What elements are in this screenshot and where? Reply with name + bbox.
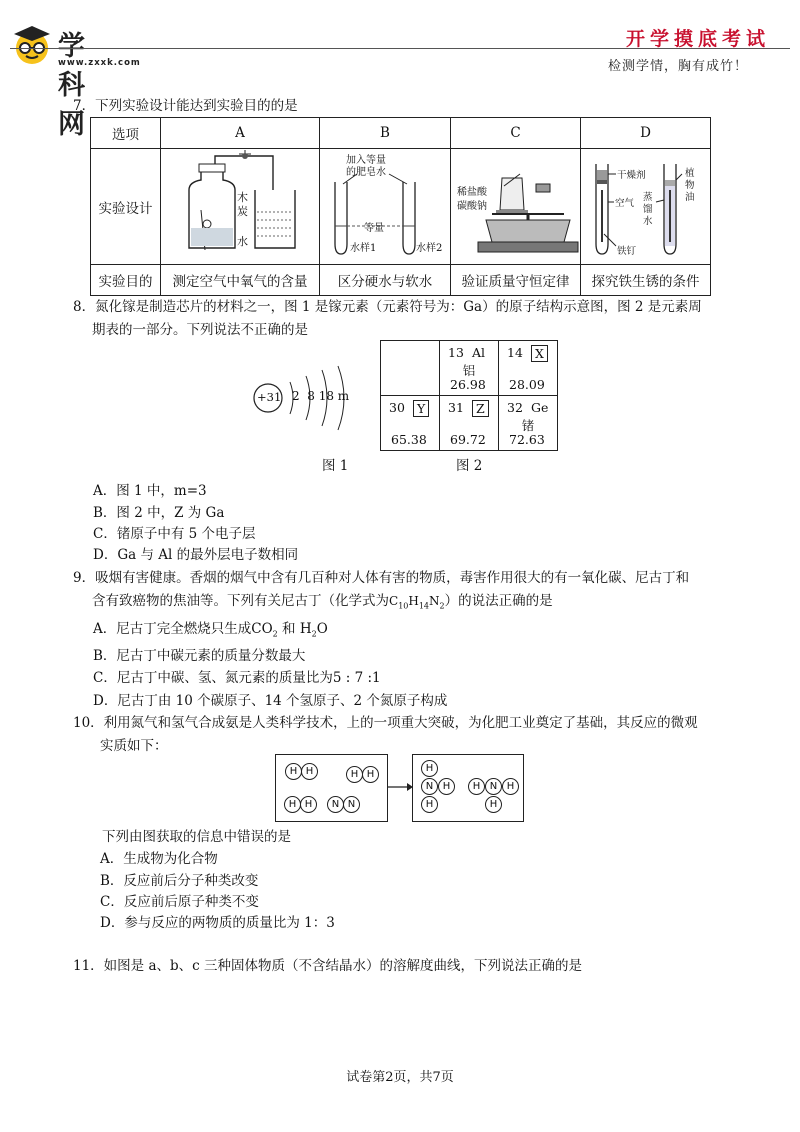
q7-stem: 7．下列实验设计能达到实验目的的是 <box>73 98 298 114</box>
q7-header-cell: D <box>581 118 711 149</box>
atom-h: H <box>362 766 379 783</box>
q7-table <box>90 117 711 296</box>
logo-text: 学科网 <box>58 31 86 140</box>
cell-number: 14 <box>507 345 523 360</box>
q8-stem-line1: 8．氮化镓是制造芯片的材料之一，图 1 是镓元素（元素符号为：Ga）的原子结构示意图，图 2 是元素周 <box>73 299 702 315</box>
exam-title: 开学摸底考试 <box>626 28 771 50</box>
fig-d-label: 物 <box>685 180 695 191</box>
fig-d-label: 铁钉 <box>617 246 637 257</box>
q7-header-cell: C <box>451 118 581 149</box>
q7-figure-c <box>451 149 581 265</box>
option-text: A．尼古丁完全燃烧只生成 <box>93 621 252 637</box>
pt-cell-z <box>440 396 499 451</box>
q9-stem-line2 <box>92 591 553 616</box>
q9-stem-text: ）的说法正确的是 <box>444 593 553 609</box>
pt-empty-cell <box>381 341 440 396</box>
atom-h: H <box>300 796 317 813</box>
cell-symbol: Al <box>472 345 486 360</box>
formula-subscript: 2 <box>272 629 278 639</box>
cell-number: 13 <box>448 345 464 360</box>
atom-h: H <box>468 778 485 795</box>
atom-h: H <box>284 796 301 813</box>
formula-element: CO <box>251 621 273 637</box>
q7-purpose-cell: 探究铁生锈的条件 <box>581 265 711 296</box>
formula-element: H <box>299 621 312 637</box>
atom-h: H <box>421 796 438 813</box>
cell-mass: 26.98 <box>450 377 486 392</box>
atom-h: H <box>346 766 363 783</box>
cell-name: 锗 <box>521 418 535 433</box>
fig-b-label: 水样2 <box>416 243 443 254</box>
q10-option: C．反应前后原子种类不变 <box>100 894 259 910</box>
q7-figure-d <box>581 149 711 265</box>
q7-figure-b <box>320 149 451 265</box>
reaction-diagram <box>275 754 525 824</box>
q10-stem-line1: 10．利用氮气和氢气合成氨是人类科学技术，上的一项重大突破，为化肥工业奠定了基础，其反应的微观 <box>73 715 698 731</box>
formula-element: O <box>316 621 328 637</box>
cell-name: 铝 <box>462 363 476 378</box>
fig-a-label: 水 <box>237 235 248 248</box>
q7-purpose-cell: 测定空气中氧气的含量 <box>161 265 320 296</box>
atom-h: H <box>285 763 302 780</box>
q11-stem: 11．如图是 a、b、c 三种固体物质（不含结晶水）的溶解度曲线，下列说法正确的是 <box>73 958 583 974</box>
exam-slogan: 检测学情，胸有成竹！ <box>608 59 749 74</box>
formula-subscript: 14 <box>418 601 430 611</box>
fig-d-label: 植 <box>685 168 695 179</box>
q10-option: D．参与反应的两物质的质量比为 1：3 <box>100 915 335 931</box>
fig-d-label: 蒸 <box>643 192 653 203</box>
atom-n: N <box>485 778 502 795</box>
formula-subscript: 2 <box>439 601 445 611</box>
electron-shell-counts: 2 8 18 m <box>292 389 350 403</box>
formula-element: C <box>389 594 399 608</box>
cell-mass: 65.38 <box>391 432 427 447</box>
cell-symbol: X <box>531 345 548 362</box>
q7-header-cell: 选项 <box>91 118 161 149</box>
q9-stem-line1: 9．吸烟有害健康。香烟的烟气中含有几百种对人体有害的物质，毒害作用很大的有一氧化碳、尼古丁和 <box>73 570 690 586</box>
fig-c-label: 碳酸钠 <box>457 201 487 212</box>
option-text: C．尼古丁中碳、氢、氮元素的质量比为 <box>93 670 333 686</box>
q8-option: B．图 2 中，Z 为 Ga <box>93 505 225 521</box>
periodic-table-fragment <box>380 340 558 451</box>
q9-option-a <box>93 619 328 645</box>
formula-subscript: 10 <box>398 601 409 611</box>
mass-ratio: 5 : 7 :1 <box>332 670 381 686</box>
fig-b-label: 的肥皂水 <box>346 167 386 178</box>
fig1-caption: 图 1 <box>322 458 349 474</box>
atom-h: H <box>502 778 519 795</box>
atom-n: N <box>343 796 360 813</box>
fig-b-label: 等量 <box>364 223 384 234</box>
header-divider <box>10 48 790 49</box>
page-footer: 试卷第2页，共7页 <box>346 1070 454 1085</box>
q8-option: A．图 1 中，m=3 <box>93 483 207 499</box>
pt-cell-y <box>381 396 440 451</box>
cell-symbol: Z <box>472 400 489 417</box>
q8-option: D．Ga 与 Al 的最外层电子数相同 <box>93 547 299 563</box>
q10-option: A．生成物为化合物 <box>100 851 218 867</box>
formula-element: H <box>408 594 419 608</box>
cell-symbol: Y <box>413 400 429 417</box>
option-text: 和 <box>282 621 296 637</box>
q8-option: C．锗原子中有 5 个电子层 <box>93 526 256 542</box>
fig-d-label: 空气 <box>615 198 635 209</box>
q9-option-d: D．尼古丁由 10 个碳原子、14 个氢原子、2 个氮原子构成 <box>93 693 448 709</box>
nicotine-formula <box>389 594 445 611</box>
formula-element: N <box>429 594 440 608</box>
q7-header-cell: B <box>320 118 451 149</box>
pt-cell-al <box>440 341 499 396</box>
atom-structure-diagram <box>250 360 360 440</box>
q7-header-cell: A <box>161 118 320 149</box>
cell-number: 32 <box>507 400 523 415</box>
q7-purpose-label: 实验目的 <box>91 265 161 296</box>
atom-h: H <box>421 760 438 777</box>
logo-mascot-icon <box>10 22 54 66</box>
atom-h: H <box>301 763 318 780</box>
atom-h: H <box>485 796 502 813</box>
q9-stem-text: 含有致癌物的焦油等。下列有关尼古丁（化学式为 <box>92 593 389 609</box>
cell-number: 31 <box>448 400 464 415</box>
fig-b-label: 水样1 <box>350 243 377 254</box>
q10-stem2: 下列由图获取的信息中错误的是 <box>102 829 291 845</box>
cell-symbol: Ge <box>531 400 549 415</box>
fig-d-label: 干燥剂 <box>617 170 646 181</box>
nucleus-charge: +31 <box>257 390 282 404</box>
reaction-arrow-icon <box>387 782 413 792</box>
fig-c-label: 稀盐酸 <box>457 187 487 198</box>
fig-a-label: 木 <box>237 191 248 204</box>
q10-stem-line2: 实质如下： <box>100 738 168 754</box>
cell-mass: 28.09 <box>509 377 545 392</box>
fig-a-label: 炭 <box>237 205 248 218</box>
q9-option-b: B．尼古丁中碳元素的质量分数最大 <box>93 648 306 664</box>
q7-purpose-cell: 验证质量守恒定律 <box>451 265 581 296</box>
fig-b-label: 加入等量 <box>346 155 386 166</box>
atom-n: N <box>327 796 344 813</box>
cell-mass: 72.63 <box>509 432 545 447</box>
fig-d-label: 油 <box>685 192 695 203</box>
q8-stem-line2: 期表的一部分。下列说法不正确的是 <box>92 322 308 338</box>
cell-number: 30 <box>389 400 405 415</box>
pt-cell-ge <box>499 396 558 451</box>
q7-purpose-cell: 区分硬水与软水 <box>320 265 451 296</box>
fig-d-label: 水 <box>643 216 653 227</box>
q9-option-c <box>93 668 381 688</box>
pt-cell-x <box>499 341 558 396</box>
logo-url: www.zxxk.com <box>58 58 141 68</box>
atom-n: N <box>421 778 438 795</box>
cell-mass: 69.72 <box>450 432 486 447</box>
q7-figure-a <box>161 149 320 265</box>
fig-d-label: 馏 <box>643 204 653 215</box>
formula-subscript: 2 <box>311 629 317 639</box>
q7-design-label: 实验设计 <box>91 149 161 265</box>
atom-h: H <box>438 778 455 795</box>
q10-option: B．反应前后分子种类改变 <box>100 873 259 889</box>
fig2-caption: 图 2 <box>456 458 483 474</box>
